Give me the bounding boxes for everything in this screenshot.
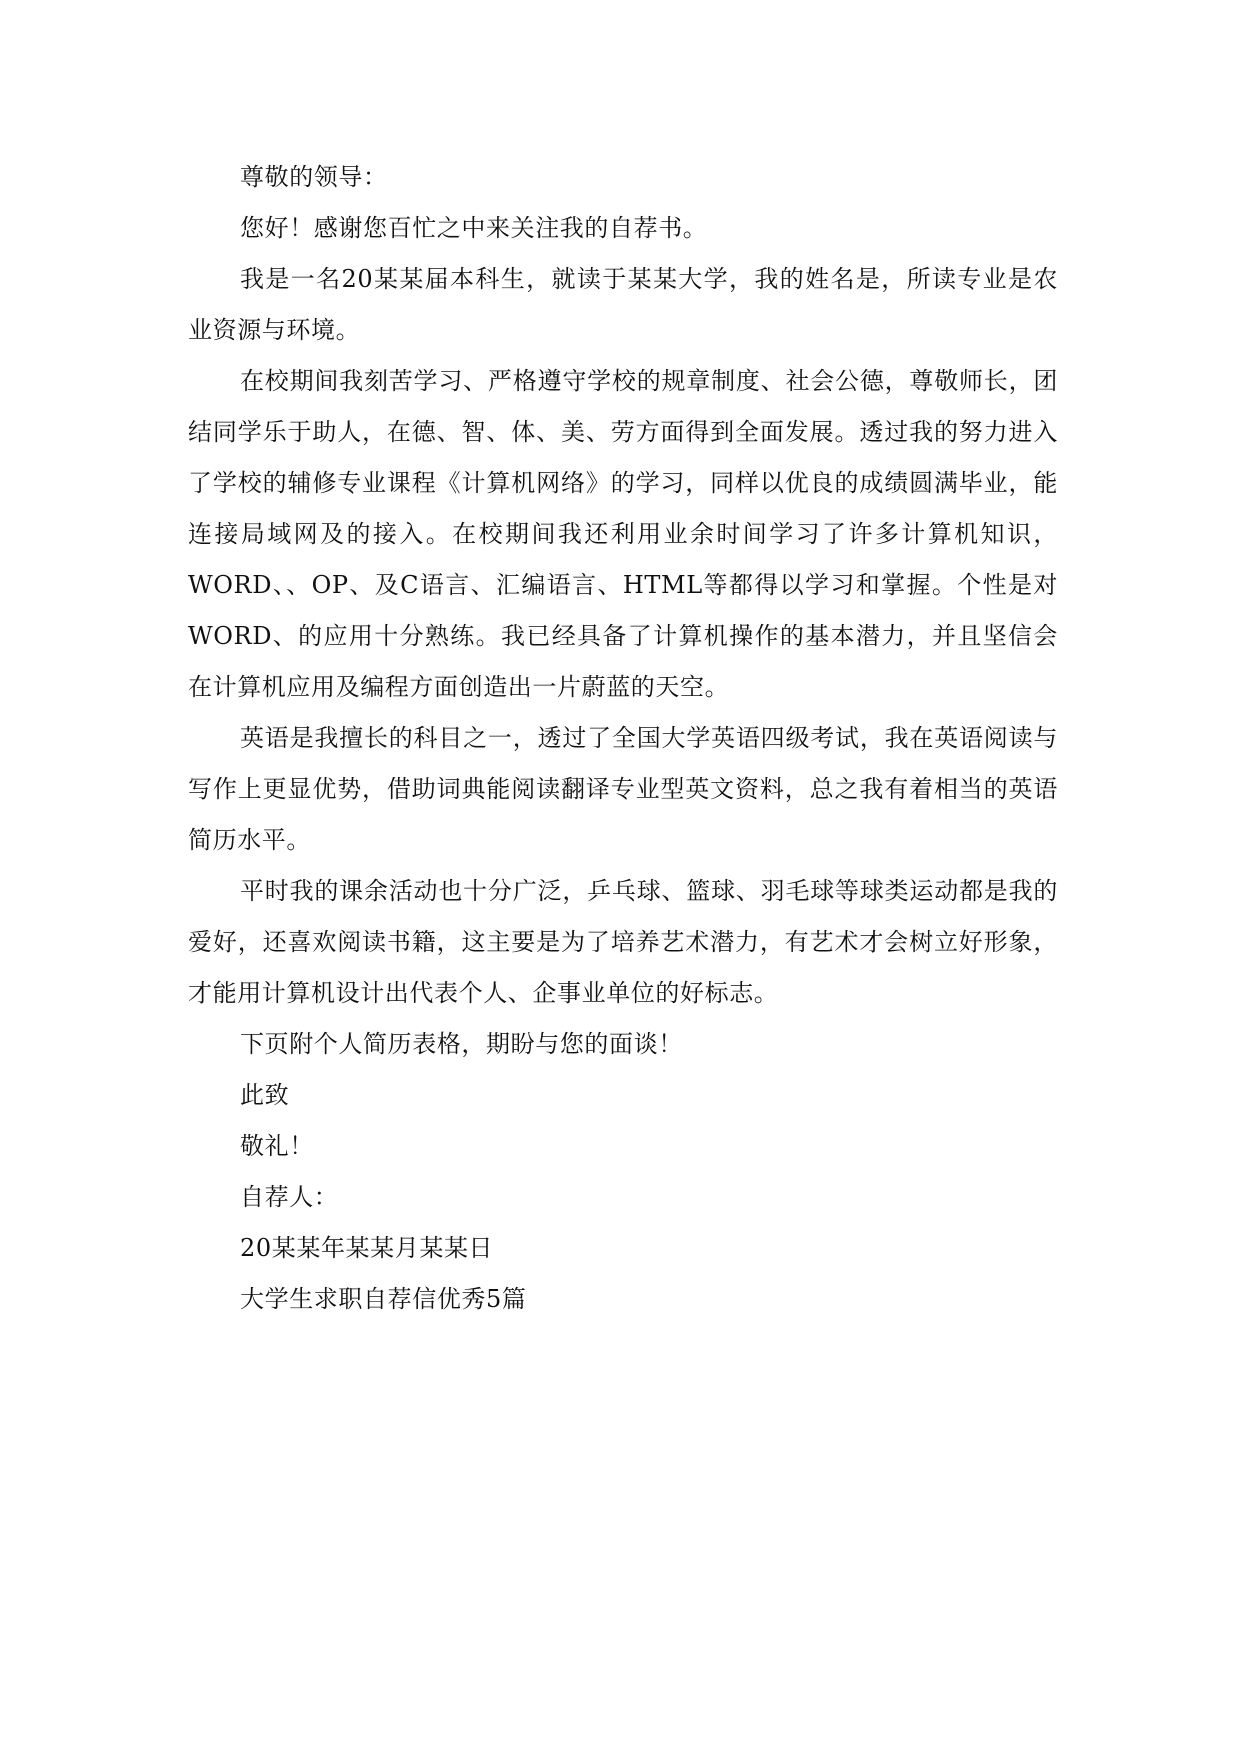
letter-date: 20某某年某某月某某日 bbox=[240, 1234, 494, 1262]
closing-note: 下页附个人简历表格，期盼与您的面谈！ bbox=[240, 1030, 683, 1058]
signer-label: 自荐人： bbox=[240, 1183, 339, 1211]
letter-body bbox=[188, 152, 1058, 1325]
next-section-title: 大学生求职自荐信优秀5篇 bbox=[240, 1285, 527, 1313]
paragraph-intro: 我是一名20某某届本科生，就读于某某大学，我的姓名是，所读专业是农业资源与环境。 bbox=[188, 265, 1058, 344]
paragraph-school: 在校期间我刻苦学习、严格遵守学校的规章制度、社会公德，尊敬师长，团结同学乐于助人，在德、智、体、美、劳方面得到全面发展。透过我的努力进入了学校的辅修专业课程《计算机网络》的学习，同样以优良的成绩圆满毕业，能连接局域网及的接入。在校期间我还利用业余时间学习了许多计算机知识，WORD、、OP、及C语言、汇编语言、HTML等都得以学习和掌握。个性是对WORD、的应用十分熟练。我已经具备了计算机操作的基本潜力，并且坚信会在计算机应用及编程方面创造出一片蔚蓝的天空。 bbox=[188, 367, 1058, 701]
regards-line-1: 此致 bbox=[240, 1081, 290, 1109]
paragraph-hobbies: 平时我的课余活动也十分广泛，乒乓球、篮球、羽毛球等球类运动都是我的爱好，还喜欢阅读书籍，这主要是为了培养艺术潜力，有艺术才会树立好形象，才能用计算机设计出代表个人、企事业单位的好标志。 bbox=[188, 877, 1058, 1007]
greeting: 您好！感谢您百忙之中来关注我的自荐书。 bbox=[240, 214, 708, 242]
regards-line-2: 敬礼！ bbox=[240, 1132, 314, 1160]
salutation: 尊敬的领导： bbox=[240, 163, 388, 191]
paragraph-english: 英语是我擅长的科目之一，透过了全国大学英语四级考试，我在英语阅读与写作上更显优势，借助词典能阅读翻译专业型英文资料，总之我有着相当的英语简历水平。 bbox=[188, 724, 1058, 854]
